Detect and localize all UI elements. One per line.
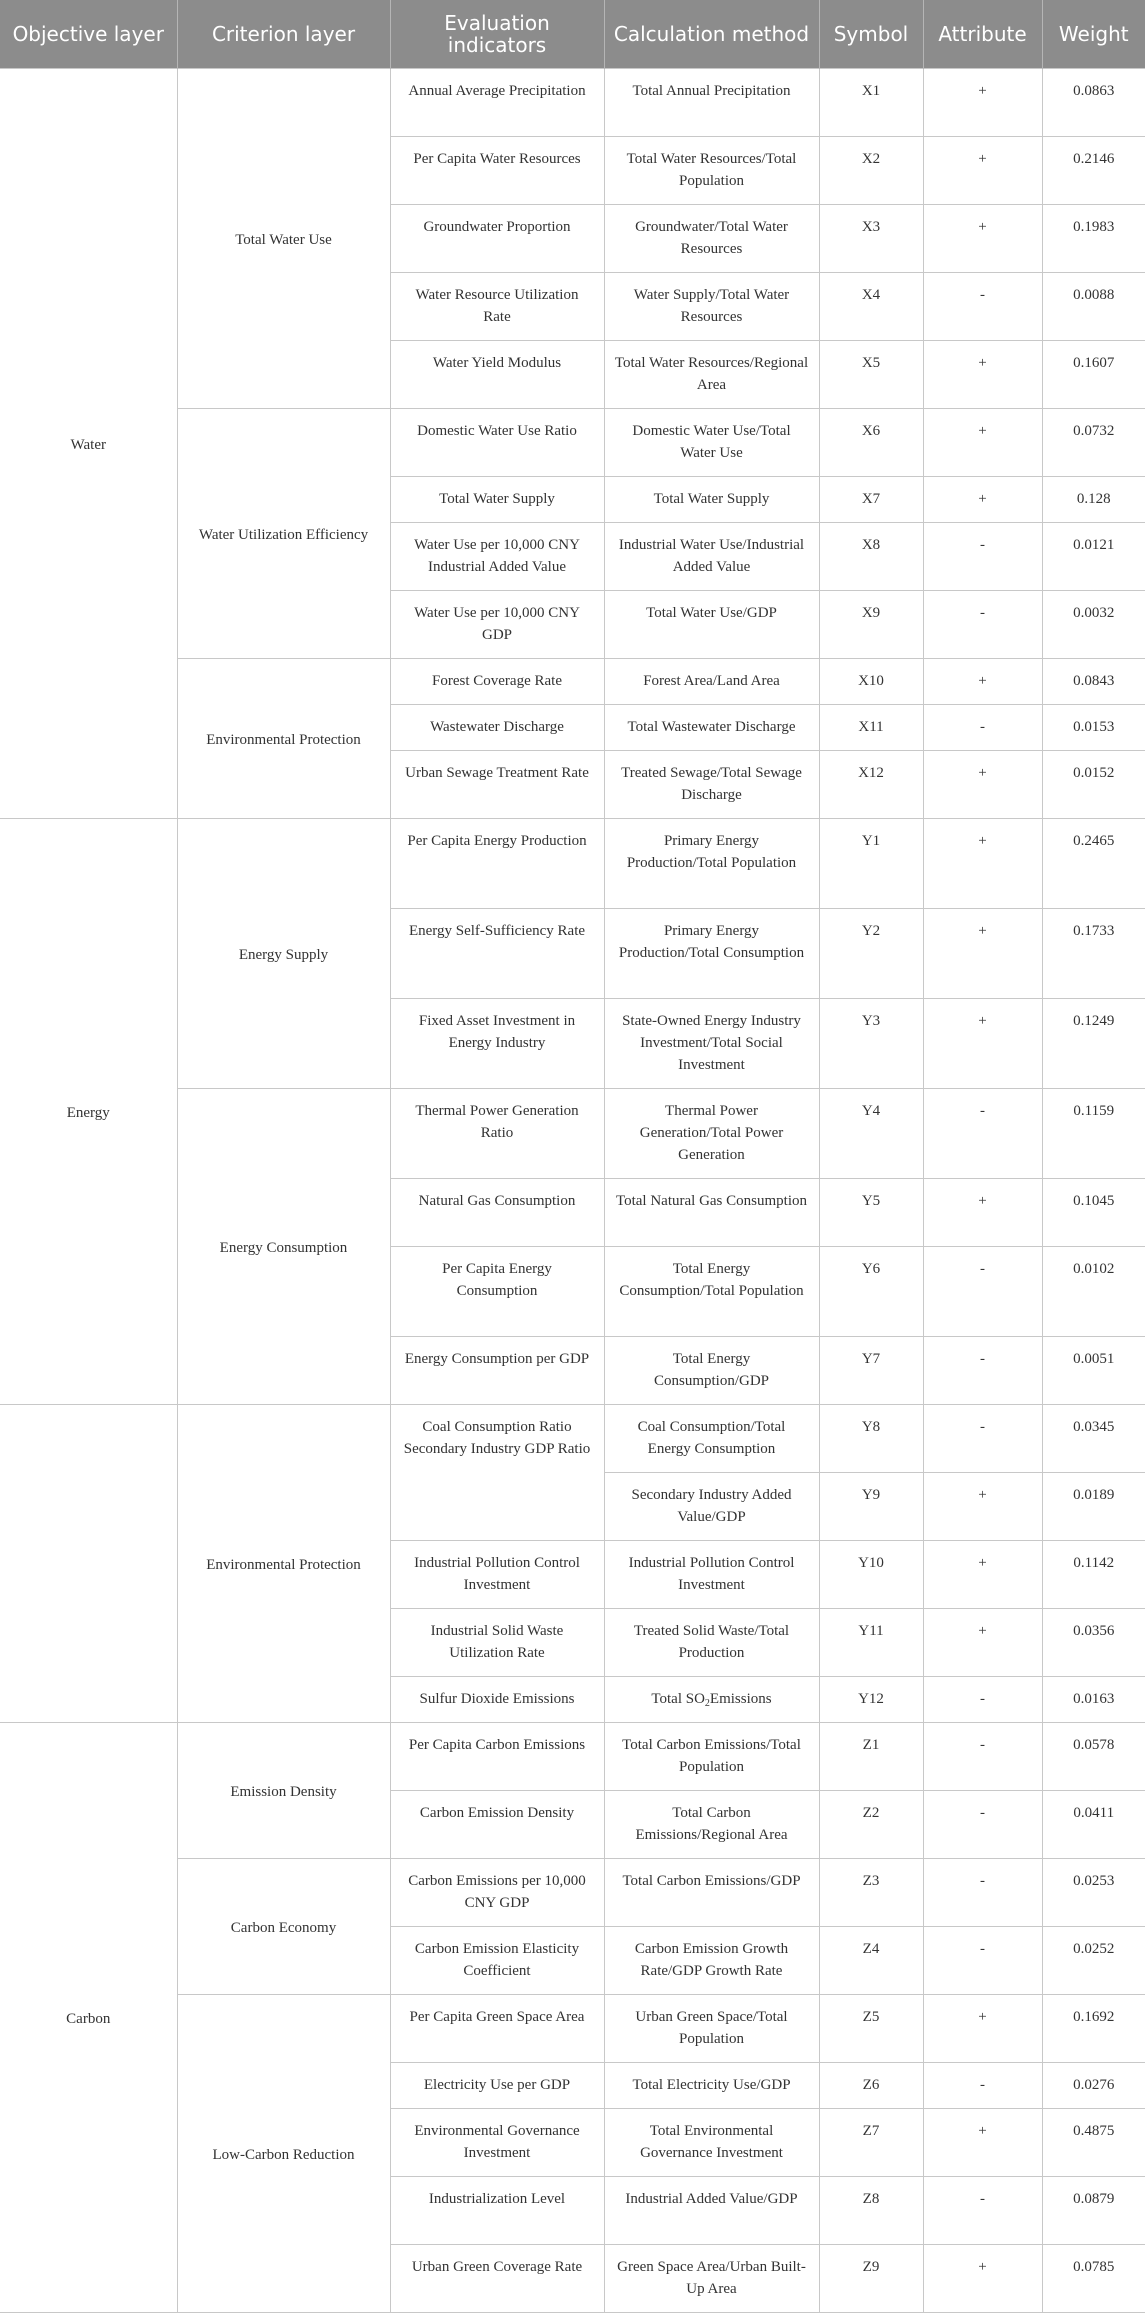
weight-cell: 0.0032 xyxy=(1042,591,1145,659)
method-cell: State-Owned Energy Industry Investment/Total Social Investment xyxy=(604,999,819,1089)
indicator-cell: Sulfur Dioxide Emissions xyxy=(390,1677,604,1723)
attribute-cell: + xyxy=(923,1995,1042,2063)
symbol-cell: Z5 xyxy=(819,1995,923,2063)
objective-cell xyxy=(0,1405,177,1723)
header-objective-layer: Objective layer xyxy=(0,0,177,69)
attribute-cell: + xyxy=(923,2109,1042,2177)
attribute-cell: - xyxy=(923,705,1042,751)
attribute-cell: + xyxy=(923,341,1042,409)
attribute-cell: - xyxy=(923,1677,1042,1723)
indicator-cell: Urban Sewage Treatment Rate xyxy=(390,751,604,819)
attribute-cell: + xyxy=(923,205,1042,273)
method-cell: Total Energy Consumption/GDP xyxy=(604,1337,819,1405)
symbol-cell: X4 xyxy=(819,273,923,341)
method-cell: Domestic Water Use/Total Water Use xyxy=(604,409,819,477)
indicator-cell: Water Yield Modulus xyxy=(390,341,604,409)
method-cell: Total Energy Consumption/Total Population xyxy=(604,1247,819,1337)
symbol-cell: Y11 xyxy=(819,1609,923,1677)
objective-cell: Energy xyxy=(0,819,177,1405)
weight-cell: 0.1692 xyxy=(1042,1995,1145,2063)
weight-cell: 0.0276 xyxy=(1042,2063,1145,2109)
symbol-cell: Z2 xyxy=(819,1791,923,1859)
method-cell: Total Water Use/GDP xyxy=(604,591,819,659)
attribute-cell: + xyxy=(923,659,1042,705)
indicator-cell: Per Capita Carbon Emissions xyxy=(390,1723,604,1791)
symbol-cell: X6 xyxy=(819,409,923,477)
symbol-cell: Y12 xyxy=(819,1677,923,1723)
method-cell: Total Water Resources/Total Population xyxy=(604,137,819,205)
indicator-cell: Coal Consumption Ratio Secondary Industry GDP Ratio xyxy=(390,1405,604,1541)
symbol-cell: Y4 xyxy=(819,1089,923,1179)
attribute-cell: - xyxy=(923,2177,1042,2245)
method-cell: Total Wastewater Discharge xyxy=(604,705,819,751)
weight-cell: 0.1733 xyxy=(1042,909,1145,999)
header-weight: Weight xyxy=(1042,0,1145,69)
symbol-cell: X3 xyxy=(819,205,923,273)
symbol-cell: Y10 xyxy=(819,1541,923,1609)
method-cell: Total Carbon Emissions/Total Population xyxy=(604,1723,819,1791)
indicator-cell: Domestic Water Use Ratio xyxy=(390,409,604,477)
attribute-cell: - xyxy=(923,591,1042,659)
method-cell: Forest Area/Land Area xyxy=(604,659,819,705)
criterion-cell: Energy Supply xyxy=(177,819,390,1089)
objective-cell: Carbon xyxy=(0,1723,177,2313)
attribute-cell: - xyxy=(923,273,1042,341)
weight-cell: 0.4875 xyxy=(1042,2109,1145,2177)
attribute-cell: - xyxy=(923,2063,1042,2109)
indicator-cell: Electricity Use per GDP xyxy=(390,2063,604,2109)
weight-cell: 0.0785 xyxy=(1042,2245,1145,2313)
attribute-cell: + xyxy=(923,409,1042,477)
weight-cell: 0.0578 xyxy=(1042,1723,1145,1791)
method-cell: Groundwater/Total Water Resources xyxy=(604,205,819,273)
attribute-cell: + xyxy=(923,1541,1042,1609)
symbol-cell: Z4 xyxy=(819,1927,923,1995)
indicator-cell: Total Water Supply xyxy=(390,477,604,523)
method-cell: Total Carbon Emissions/Regional Area xyxy=(604,1791,819,1859)
symbol-cell: X2 xyxy=(819,137,923,205)
method-cell: Industrial Pollution Control Investment xyxy=(604,1541,819,1609)
header-symbol: Symbol xyxy=(819,0,923,69)
indicator-cell: Urban Green Coverage Rate xyxy=(390,2245,604,2313)
criterion-cell: Emission Density xyxy=(177,1723,390,1859)
weight-cell: 0.0121 xyxy=(1042,523,1145,591)
weight-cell: 0.0189 xyxy=(1042,1473,1145,1541)
attribute-cell: + xyxy=(923,2245,1042,2313)
weight-cell: 0.0163 xyxy=(1042,1677,1145,1723)
attribute-cell: + xyxy=(923,999,1042,1089)
criterion-cell: Water Utilization Efficiency xyxy=(177,409,390,659)
attribute-cell: + xyxy=(923,751,1042,819)
method-cell: Total Water Supply xyxy=(604,477,819,523)
header-attribute: Attribute xyxy=(923,0,1042,69)
weight-cell: 0.0879 xyxy=(1042,2177,1145,2245)
symbol-cell: Y5 xyxy=(819,1179,923,1247)
header-evaluation-indicators: Evaluation indicators xyxy=(390,0,604,69)
weight-cell: 0.0863 xyxy=(1042,69,1145,137)
weight-cell: 0.0253 xyxy=(1042,1859,1145,1927)
indicator-cell: Natural Gas Consumption xyxy=(390,1179,604,1247)
symbol-cell: X8 xyxy=(819,523,923,591)
weight-cell: 0.0843 xyxy=(1042,659,1145,705)
indicator-cell: Per Capita Energy Consumption xyxy=(390,1247,604,1337)
symbol-cell: X5 xyxy=(819,341,923,409)
table-row xyxy=(0,819,1145,909)
weight-cell: 0.0732 xyxy=(1042,409,1145,477)
symbol-cell: Z6 xyxy=(819,2063,923,2109)
symbol-cell: Z3 xyxy=(819,1859,923,1927)
indicator-cell: Per Capita Water Resources xyxy=(390,137,604,205)
method-cell: Green Space Area/Urban Built-Up Area xyxy=(604,2245,819,2313)
weight-cell: 0.1142 xyxy=(1042,1541,1145,1609)
weight-cell: 0.1159 xyxy=(1042,1089,1145,1179)
method-cell: Secondary Industry Added Value/GDP xyxy=(604,1473,819,1541)
indicator-cell: Industrialization Level xyxy=(390,2177,604,2245)
weight-cell: 0.0345 xyxy=(1042,1405,1145,1473)
method-cell: Industrial Water Use/Industrial Added Value xyxy=(604,523,819,591)
criterion-cell: Low-Carbon Reduction xyxy=(177,1995,390,2313)
attribute-cell: + xyxy=(923,69,1042,137)
weight-cell: 0.0411 xyxy=(1042,1791,1145,1859)
weight-cell: 0.2465 xyxy=(1042,819,1145,909)
weight-cell: 0.0252 xyxy=(1042,1927,1145,1995)
weight-cell: 0.0051 xyxy=(1042,1337,1145,1405)
symbol-cell: Y2 xyxy=(819,909,923,999)
indicator-cell: Forest Coverage Rate xyxy=(390,659,604,705)
indicator-cell: Carbon Emissions per 10,000 CNY GDP xyxy=(390,1859,604,1927)
indicator-cell: Carbon Emission Density xyxy=(390,1791,604,1859)
method-cell: Total Electricity Use/GDP xyxy=(604,2063,819,2109)
attribute-cell: - xyxy=(923,1089,1042,1179)
objective-cell: Water xyxy=(0,69,177,819)
symbol-cell: X11 xyxy=(819,705,923,751)
indicator-cell: Industrial Pollution Control Investment xyxy=(390,1541,604,1609)
attribute-cell: + xyxy=(923,1473,1042,1541)
weight-cell: 0.2146 xyxy=(1042,137,1145,205)
attribute-cell: + xyxy=(923,909,1042,999)
symbol-cell: Y7 xyxy=(819,1337,923,1405)
indicator-cell: Water Use per 10,000 CNY Industrial Added Value xyxy=(390,523,604,591)
attribute-cell: + xyxy=(923,819,1042,909)
indicator-cell: Environmental Governance Investment xyxy=(390,2109,604,2177)
method-prefix: Total SO xyxy=(651,1691,705,1707)
header-calculation-method: Calculation method xyxy=(604,0,819,69)
method-cell: Total Natural Gas Consumption xyxy=(604,1179,819,1247)
method-cell: Treated Sewage/Total Sewage Discharge xyxy=(604,751,819,819)
method-cell: Primary Energy Production/Total Consumption xyxy=(604,909,819,999)
method-cell: Total Environmental Governance Investment xyxy=(604,2109,819,2177)
indicator-cell: Energy Self-Sufficiency Rate xyxy=(390,909,604,999)
attribute-cell: + xyxy=(923,1179,1042,1247)
method-cell xyxy=(604,1677,819,1723)
method-cell: Water Supply/Total Water Resources xyxy=(604,273,819,341)
weight-cell: 0.0356 xyxy=(1042,1609,1145,1677)
attribute-cell: - xyxy=(923,1337,1042,1405)
symbol-cell: X7 xyxy=(819,477,923,523)
method-cell: Total Water Resources/Regional Area xyxy=(604,341,819,409)
attribute-cell: - xyxy=(923,1723,1042,1791)
criterion-cell: Energy Consumption xyxy=(177,1089,390,1405)
indicator-cell: Annual Average Precipitation xyxy=(390,69,604,137)
weight-cell: 0.0152 xyxy=(1042,751,1145,819)
method-cell: Coal Consumption/Total Energy Consumption xyxy=(604,1405,819,1473)
symbol-cell: Z9 xyxy=(819,2245,923,2313)
method-subscript: 2 xyxy=(704,1698,710,1709)
method-cell: Treated Solid Waste/Total Production xyxy=(604,1609,819,1677)
attribute-cell: + xyxy=(923,137,1042,205)
weight-cell: 0.128 xyxy=(1042,477,1145,523)
indicator-cell: Carbon Emission Elasticity Coefficient xyxy=(390,1927,604,1995)
method-cell: Urban Green Space/Total Population xyxy=(604,1995,819,2063)
criterion-cell: Environmental Protection xyxy=(177,1405,390,1723)
criterion-cell: Environmental Protection xyxy=(177,659,390,819)
attribute-cell: - xyxy=(923,1247,1042,1337)
attribute-cell: - xyxy=(923,1927,1042,1995)
weight-cell: 0.1249 xyxy=(1042,999,1145,1089)
method-cell: Carbon Emission Growth Rate/GDP Growth Rate xyxy=(604,1927,819,1995)
criterion-cell: Carbon Economy xyxy=(177,1859,390,1995)
indicator-cell: Industrial Solid Waste Utilization Rate xyxy=(390,1609,604,1677)
indicator-cell: Fixed Asset Investment in Energy Industry xyxy=(390,999,604,1089)
header-row xyxy=(0,0,1145,69)
method-cell: Industrial Added Value/GDP xyxy=(604,2177,819,2245)
indicator-cell: Water Use per 10,000 CNY GDP xyxy=(390,591,604,659)
weight-cell: 0.1045 xyxy=(1042,1179,1145,1247)
weight-cell: 0.0102 xyxy=(1042,1247,1145,1337)
attribute-cell: - xyxy=(923,1791,1042,1859)
indicator-cell: Groundwater Proportion xyxy=(390,205,604,273)
attribute-cell: + xyxy=(923,477,1042,523)
symbol-cell: Y6 xyxy=(819,1247,923,1337)
table-row xyxy=(0,69,1145,137)
attribute-cell: + xyxy=(923,1609,1042,1677)
attribute-cell: - xyxy=(923,523,1042,591)
indicator-cell: Thermal Power Generation Ratio xyxy=(390,1089,604,1179)
table-row xyxy=(0,1723,1145,1791)
weight-cell: 0.0088 xyxy=(1042,273,1145,341)
symbol-cell: Y9 xyxy=(819,1473,923,1541)
indicator-cell: Water Resource Utilization Rate xyxy=(390,273,604,341)
symbol-cell: Y3 xyxy=(819,999,923,1089)
symbol-cell: X9 xyxy=(819,591,923,659)
symbol-cell: X10 xyxy=(819,659,923,705)
indicator-cell: Wastewater Discharge xyxy=(390,705,604,751)
weight-cell: 0.0153 xyxy=(1042,705,1145,751)
method-cell: Total Annual Precipitation xyxy=(604,69,819,137)
header-criterion-layer: Criterion layer xyxy=(177,0,390,69)
indicator-cell: Energy Consumption per GDP xyxy=(390,1337,604,1405)
symbol-cell: Z7 xyxy=(819,2109,923,2177)
attribute-cell: - xyxy=(923,1859,1042,1927)
symbol-cell: Y8 xyxy=(819,1405,923,1473)
indicator-cell: Per Capita Energy Production xyxy=(390,819,604,909)
method-cell: Total Carbon Emissions/GDP xyxy=(604,1859,819,1927)
symbol-cell: Y1 xyxy=(819,819,923,909)
weight-cell: 0.1607 xyxy=(1042,341,1145,409)
symbol-cell: Z1 xyxy=(819,1723,923,1791)
method-cell: Primary Energy Production/Total Population xyxy=(604,819,819,909)
method-cell: Thermal Power Generation/Total Power Generation xyxy=(604,1089,819,1179)
table-row xyxy=(0,1405,1145,1473)
symbol-cell: X1 xyxy=(819,69,923,137)
attribute-cell: - xyxy=(923,1405,1042,1473)
symbol-cell: Z8 xyxy=(819,2177,923,2245)
symbol-cell: X12 xyxy=(819,751,923,819)
weight-cell: 0.1983 xyxy=(1042,205,1145,273)
criterion-cell: Total Water Use xyxy=(177,69,390,409)
method-suffix: Emissions xyxy=(709,1691,772,1707)
indicator-cell: Per Capita Green Space Area xyxy=(390,1995,604,2063)
